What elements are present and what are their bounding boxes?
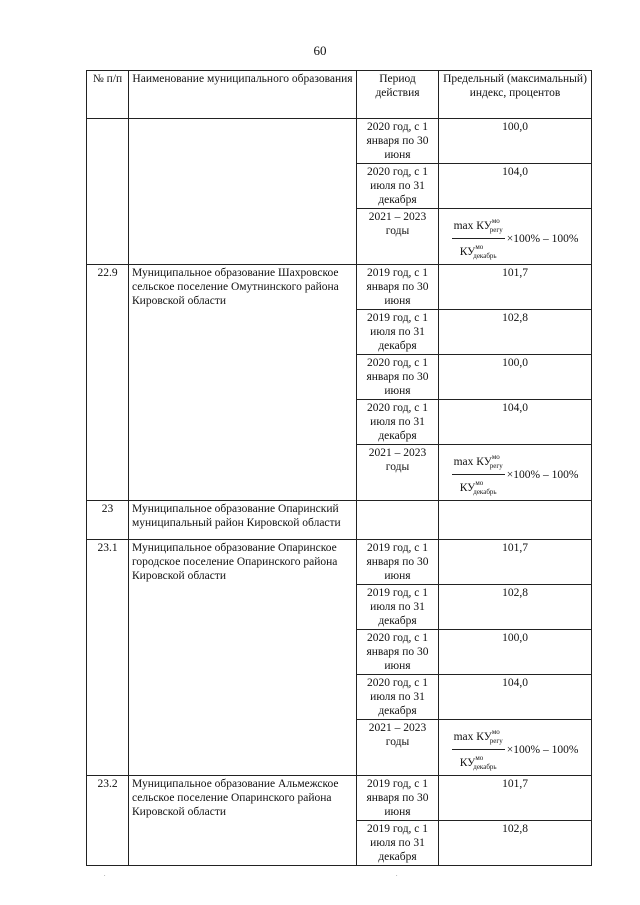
formula-sub: регу (489, 462, 503, 470)
index-cell: 101,7 (439, 776, 592, 821)
formula-sub: декабрь (473, 252, 497, 260)
formula-max: max (453, 456, 474, 468)
table-row (87, 119, 592, 164)
formula-fraction (452, 450, 505, 499)
formula-ku: КУ (459, 246, 476, 258)
header-period: Период действия (357, 71, 439, 119)
formula-sub: регу (489, 226, 503, 234)
formula-numerator (452, 725, 505, 750)
index-cell (439, 720, 592, 776)
formula-tail: ×100% – 100% (506, 743, 579, 756)
row-number: 23.1 (87, 540, 129, 776)
index-cell (439, 501, 592, 540)
period-cell: 2020 год, с 1 июля по 31 декабря (357, 675, 439, 720)
formula-numerator (452, 450, 505, 475)
index-formula (442, 446, 588, 499)
formula-ku: КУ (459, 757, 476, 769)
formula-tail: ×100% – 100% (506, 232, 579, 245)
index-cell: 102,8 (439, 585, 592, 630)
period-cell: 2020 год, с 1 июля по 31 декабря (357, 400, 439, 445)
formula-max: max (453, 220, 474, 232)
period-cell: 2019 год, с 1 января по 30 июня (357, 540, 439, 585)
period-cell (357, 501, 439, 540)
header-index: Предельный (максимальный) индекс, процентов (439, 71, 592, 119)
period-cell: 2020 год, с 1 июля по 31 декабря (357, 164, 439, 209)
municipality-name: Муниципальное образование Опаринское городское поселение Опаринского района Кировской области (129, 540, 357, 776)
formula-numerator (452, 214, 505, 239)
table-row (87, 501, 592, 540)
formula-sub: декабрь (473, 763, 497, 771)
period-cell: 2019 год, с 1 июля по 31 декабря (357, 310, 439, 355)
index-cell: 100,0 (439, 355, 592, 400)
index-cell: 100,0 (439, 119, 592, 164)
row-number: 23 (87, 501, 129, 540)
table-row (87, 540, 592, 585)
period-cell: 2020 год, с 1 января по 30 июня (357, 119, 439, 164)
municipality-name (129, 119, 357, 265)
period-cell: 2019 год, с 1 июля по 31 декабря (357, 821, 439, 866)
formula-ku: КУ (476, 456, 492, 468)
index-cell: 104,0 (439, 675, 592, 720)
formula-ku: КУ (476, 731, 492, 743)
municipality-name: Муниципальное образование Шахровское сельское поселение Омутнинского района Кировской области (129, 265, 357, 501)
row-number: 23.2 (87, 776, 129, 866)
scan-artifact-left: . (104, 872, 106, 878)
index-cell: 101,7 (439, 265, 592, 310)
table-row (87, 265, 592, 310)
index-formula (442, 210, 588, 263)
tariff-index-table (86, 70, 592, 866)
page-number: 60 (313, 43, 327, 58)
table-header-row (87, 71, 592, 119)
index-cell: 104,0 (439, 164, 592, 209)
header-num: № п/п (87, 71, 129, 119)
municipality-name: Муниципальное образование Опаринский муниципальный район Кировской области (129, 501, 357, 540)
header-name: Наименование муниципального образования (129, 71, 357, 119)
formula-denominator (458, 239, 499, 263)
period-cell: 2021 – 2023 годы (357, 445, 439, 501)
municipality-name: Муниципальное образование Альмежское сельское поселение Опаринского района Кировской области (129, 776, 357, 866)
index-formula (442, 721, 588, 774)
formula-denominator (458, 750, 499, 774)
index-cell: 102,8 (439, 821, 592, 866)
formula-sup: мо (491, 728, 500, 736)
formula-ku: КУ (476, 220, 492, 232)
row-number (87, 119, 129, 265)
formula-ku: КУ (459, 482, 476, 494)
formula-sup: мо (491, 453, 500, 461)
formula-denominator (458, 475, 499, 499)
index-cell: 101,7 (439, 540, 592, 585)
index-cell: 104,0 (439, 400, 592, 445)
period-cell: 2020 год, с 1 января по 30 июня (357, 355, 439, 400)
period-cell: 2019 год, с 1 января по 30 июня (357, 265, 439, 310)
table-body (87, 119, 592, 866)
table-row (87, 776, 592, 821)
period-cell: 2019 год, с 1 июля по 31 декабря (357, 585, 439, 630)
formula-tail: ×100% – 100% (506, 468, 579, 481)
formula-sup: мо (475, 754, 484, 762)
formula-sup: мо (475, 243, 484, 251)
formula-max: max (453, 731, 474, 743)
formula-sub: декабрь (473, 488, 497, 496)
formula-sup: мо (491, 217, 500, 225)
formula-fraction (452, 725, 505, 774)
formula-sub: регу (489, 737, 503, 745)
period-cell: 2019 год, с 1 января по 30 июня (357, 776, 439, 821)
formula-sup: мо (475, 479, 484, 487)
period-cell: 2021 – 2023 годы (357, 209, 439, 265)
period-cell: 2021 – 2023 годы (357, 720, 439, 776)
formula-fraction (452, 214, 505, 263)
row-number: 22.9 (87, 265, 129, 501)
index-cell (439, 209, 592, 265)
index-cell (439, 445, 592, 501)
scan-artifact-right: . (396, 872, 398, 878)
index-cell: 100,0 (439, 630, 592, 675)
index-cell: 102,8 (439, 310, 592, 355)
period-cell: 2020 год, с 1 января по 30 июня (357, 630, 439, 675)
